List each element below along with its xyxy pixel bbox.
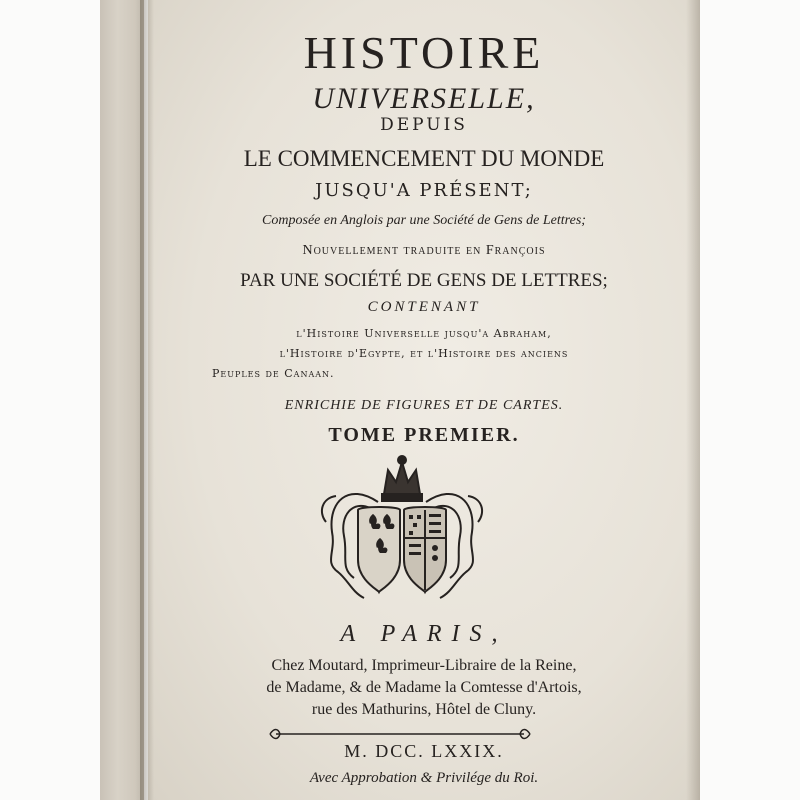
composee-line: Composée en Anglois par une Société de Gens de Lettres; [262,213,586,228]
left-page-edge [100,0,144,800]
nouvellement-line: Nouvellement traduite en François [302,243,546,258]
commencement-line: LE COMMENCEMENT DU MONDE [243,146,605,171]
imprint-line-2: de Madame, & de Madame la Comtesse d'Artois, [266,679,582,696]
volume-label: TOME PREMIER. [328,424,520,446]
book-subtitle: UNIVERSELLE, [312,82,536,115]
place-of-publication: A PARIS, [340,621,508,647]
societe-line: PAR UNE SOCIÉTÉ DE GENS DE LETTRES; [240,270,608,291]
enrichie-line: ENRICHIE DE FIGURES ET DE CARTES. [284,398,564,413]
coat-of-arms-emblem [318,452,486,608]
book-title: HISTOIRE [303,27,545,78]
jusqua-line: JUSQU'A PRÉSENT; [315,180,533,201]
depuis-line: DEPUIS [380,115,468,135]
imprint-line-3: rue des Mathurins, Hôtel de Cluny. [311,701,537,718]
imprint-line-1: Chez Moutard, Imprimeur-Libraire de la Reine, [271,657,577,674]
contents-line-1: l'Histoire Universelle jusqu'a Abraham, [296,327,552,340]
publication-year: M. DCC. LXXIX. [344,741,504,761]
privilege-line: Avec Approbation & Privilége du Roi. [309,770,539,786]
contents-line-3: Peuples de Canaan. [212,367,335,380]
ornamental-rule [268,728,532,740]
contents-line-2: l'Histoire d'Egypte, et l'Histoire des anciens [279,347,569,360]
contenant-heading: CONTENANT [367,299,481,315]
